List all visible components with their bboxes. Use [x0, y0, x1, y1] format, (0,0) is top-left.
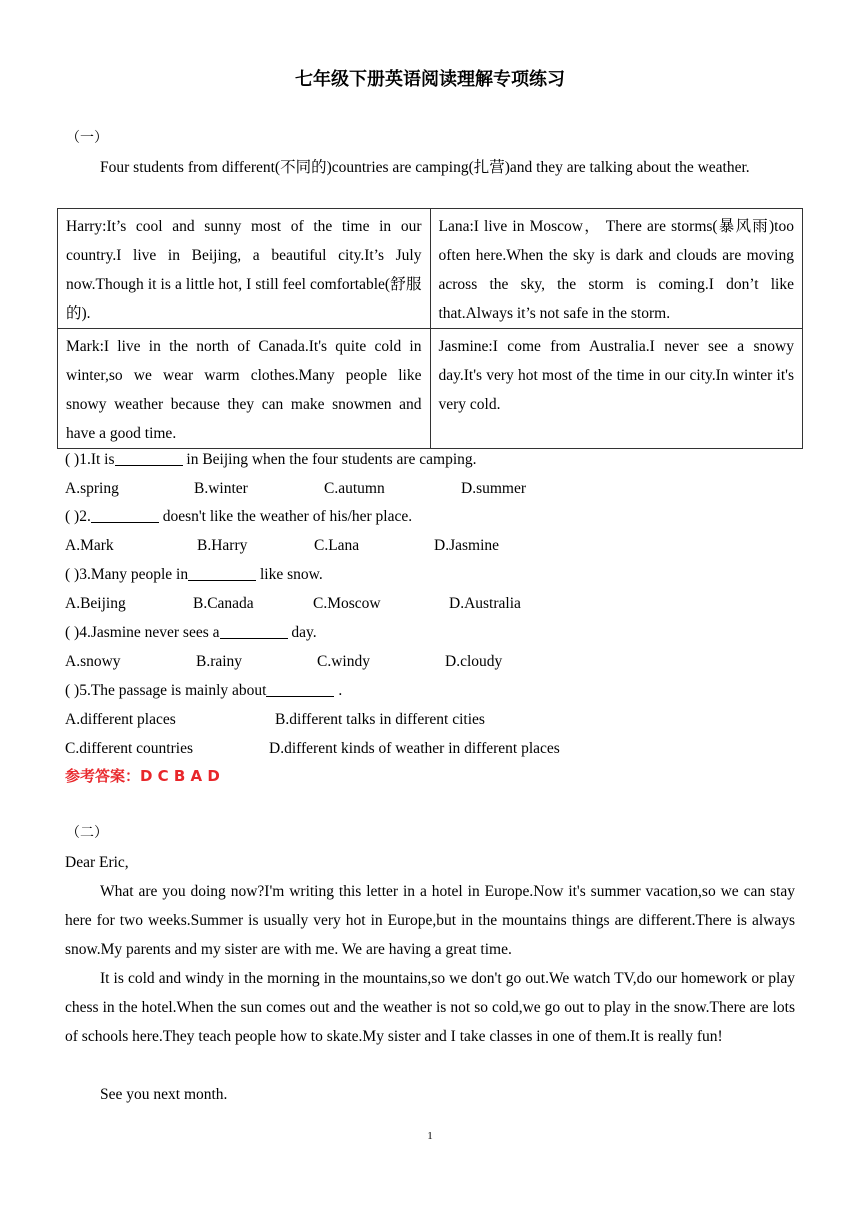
table-cell-lana: Lana:I live in Moscow， There are storms(暴风雨)too often here.When the sky is dark and clouds are moving across the sky, the storm is coming.I don’t like that.Always it’s not safe in the storm.	[430, 209, 803, 329]
option[interactable]: A.snowy	[65, 653, 121, 670]
question-1: ( )1.It is in Beijing when the four students are camping.	[65, 445, 477, 474]
letter-paragraph-2: It is cold and windy in the morning in the mountains,so we don't go out.We watch TV,do our homework or play chess in the hotel.When the sun comes out and the weather is not so cold,we go out to play in the snow.There are lots of schools here.They teach people how to skate.My sister and I take classes in one of them.It is really fun!	[65, 970, 795, 1045]
answer-blank[interactable]	[115, 448, 183, 466]
section-1-label: （一）	[66, 130, 108, 146]
letter-greeting: Dear Eric,	[65, 854, 129, 871]
option[interactable]: B.different talks in different cities	[275, 711, 485, 728]
option[interactable]: C.windy	[317, 653, 370, 670]
table-cell-jasmine: Jasmine:I come from Australia.I never see a snowy day.It's very hot most of the time in our city.In winter it's very cold.	[430, 329, 803, 449]
option[interactable]: C.Lana	[314, 537, 360, 554]
answer-blank[interactable]	[188, 563, 256, 581]
option[interactable]: A.Beijing	[65, 595, 126, 612]
question-5: ( )5.The passage is mainly about .	[65, 676, 342, 705]
answer-key: 参考答案：D C B A D	[65, 767, 220, 785]
question-3: ( )3.Many people in like snow.	[65, 560, 323, 589]
option[interactable]: D.summer	[461, 480, 527, 497]
option[interactable]: B.rainy	[196, 653, 243, 670]
table-row	[58, 209, 803, 329]
section-1-intro: Four students from different(不同的)countries are camping(扎营)and they are talking about the weather.	[100, 159, 750, 176]
option[interactable]: A.spring	[65, 480, 119, 497]
option[interactable]: D.cloudy	[445, 653, 503, 670]
letter-closing: See you next month.	[100, 1086, 228, 1103]
option[interactable]: D.Jasmine	[434, 537, 500, 554]
option[interactable]: A.different places	[65, 711, 176, 728]
page-title: 七年级下册英语阅读理解专项练习	[295, 69, 565, 90]
option[interactable]: B.winter	[194, 480, 248, 497]
letter-paragraph-1: What are you doing now?I'm writing this letter in a hotel in Europe.Now it's summer vacation,so we can stay here for two weeks.Summer is usually very hot in Europe,but in the mountains things are different.There is always snow.My parents and my sister are with me. We are having a great time.	[65, 883, 795, 958]
option[interactable]: D.different kinds of weather in different places	[269, 740, 560, 757]
option[interactable]: D.Australia	[449, 595, 521, 612]
option[interactable]: C.different countries	[65, 740, 193, 757]
question-2: ( )2. doesn't like the weather of his/her place.	[65, 502, 412, 531]
option[interactable]: B.Harry	[197, 537, 248, 554]
option[interactable]: C.autumn	[324, 480, 385, 497]
answer-blank[interactable]	[91, 505, 159, 523]
option[interactable]: A.Mark	[65, 537, 114, 554]
option[interactable]: C.Moscow	[313, 595, 381, 612]
weather-table	[57, 208, 803, 449]
question-4: ( )4.Jasmine never sees a day.	[65, 618, 317, 647]
option[interactable]: B.Canada	[193, 595, 254, 612]
page-number: 1	[427, 1130, 433, 1142]
answer-blank[interactable]	[266, 679, 334, 697]
section-2-label: （二）	[66, 825, 108, 841]
answer-blank[interactable]	[220, 621, 288, 639]
table-cell-harry: Harry:It’s cool and sunny most of the time in our country.I live in Beijing, a beautiful city.It’s July now.Though it is a little hot, I still feel comfortable(舒服的).	[58, 209, 431, 329]
table-cell-mark: Mark:I live in the north of Canada.It's quite cold in winter,so we wear warm clothes.Many people like snowy weather because they can make snowmen and have a good time.	[58, 329, 431, 449]
table-row	[58, 329, 803, 449]
